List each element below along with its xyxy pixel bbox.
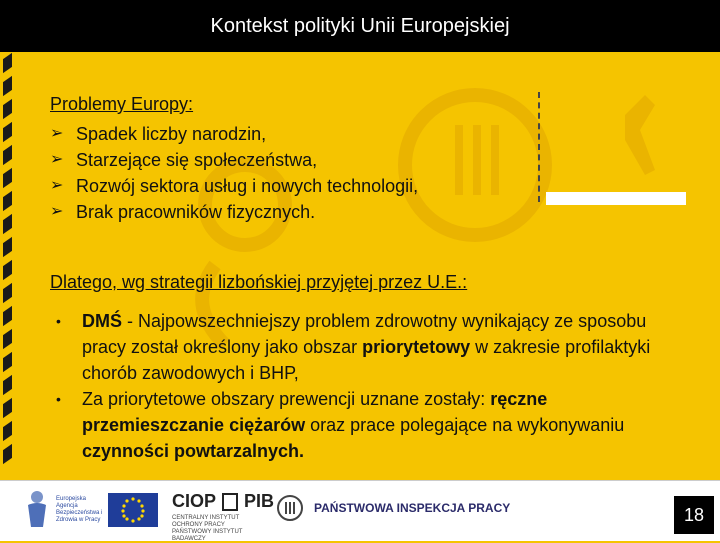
stripe-decoration — [3, 375, 12, 395]
arrow-bullet-icon: ➢ — [50, 177, 64, 194]
stripe-decoration — [3, 260, 12, 280]
section-heading-strategy: Dlatego, wg strategii lizbońskiej przyjętej przez U.E.: — [50, 272, 468, 292]
arrow-bullet-icon: ➢ — [50, 125, 64, 142]
ciop-pib-logo: CIOP PIB CENTRALNY INSTYTUT OCHRONY PRACY PAŃSTWOWY INSTYTUT BADAWCZY — [172, 491, 275, 542]
list-item: ➢ Spadek liczby narodzin, — [50, 121, 418, 147]
arrow-bullet-icon: ➢ — [50, 203, 64, 220]
list-item: • Za priorytetowe obszary prewencji uznane zostały: ręczne przemieszczanie ciężarów oraz prace polegające na wykonywaniu czynności powtarzalnych. — [56, 386, 676, 464]
slide-title: Kontekst polityki Unii Europejskiej — [0, 0, 720, 52]
problems-list — [50, 121, 418, 225]
list-item: ➢ Brak pracowników fizycznych. — [50, 199, 418, 225]
ciop-emblem-icon — [222, 493, 238, 511]
pip-logo: PAŃSTWOWA INSPEKCJA PRACY — [276, 493, 510, 523]
stripe-decoration — [3, 398, 12, 418]
eu-flag-icon — [108, 493, 158, 527]
stripe-decoration — [3, 306, 12, 326]
stripe-decoration — [3, 168, 12, 188]
strategy-list — [56, 308, 676, 464]
stripe-decoration — [3, 53, 12, 73]
stripe-decoration — [3, 122, 12, 142]
stripe-decoration — [3, 352, 12, 372]
stripe-decoration — [3, 76, 12, 96]
stripe-decoration — [3, 214, 12, 234]
left-stripes-decoration — [0, 56, 22, 480]
osha-figure-icon — [22, 489, 52, 531]
stripe-decoration — [3, 283, 12, 303]
page-number: 18 — [674, 496, 714, 534]
eu-osha-logo — [22, 489, 106, 531]
section-heading-problems: Problemy Europy: — [50, 94, 194, 114]
decor-rect — [546, 192, 686, 205]
arrow-bullet-icon: ➢ — [50, 151, 64, 168]
stripe-decoration — [3, 145, 12, 165]
stripe-decoration — [3, 99, 12, 119]
stripe-decoration — [3, 444, 12, 464]
divider-line — [538, 92, 540, 202]
bullet-dot-icon: • — [56, 313, 61, 329]
stripe-decoration — [3, 191, 12, 211]
footer-logos — [0, 480, 720, 541]
list-item: ➢ Starzejące się społeczeństwa, — [50, 147, 418, 173]
stripe-decoration — [3, 329, 12, 349]
pip-emblem-icon — [276, 493, 304, 523]
osha-logo-text: Europejska Agencja Bezpieczeństwa i Zdrowia w Pracy — [56, 496, 103, 523]
list-item: • DMŚ - Najpowszechniejszy problem zdrowotny wynikający ze sposobu pracy został określony jako obszar priorytetowy w zakresie profilaktyki chorób zawodowych i BHP, — [56, 308, 676, 386]
list-item: ➢ Rozwój sektora usług i nowych technologii, — [50, 173, 418, 199]
stripe-decoration — [3, 237, 12, 257]
stripe-decoration — [3, 421, 12, 441]
bullet-dot-icon: • — [56, 391, 61, 407]
